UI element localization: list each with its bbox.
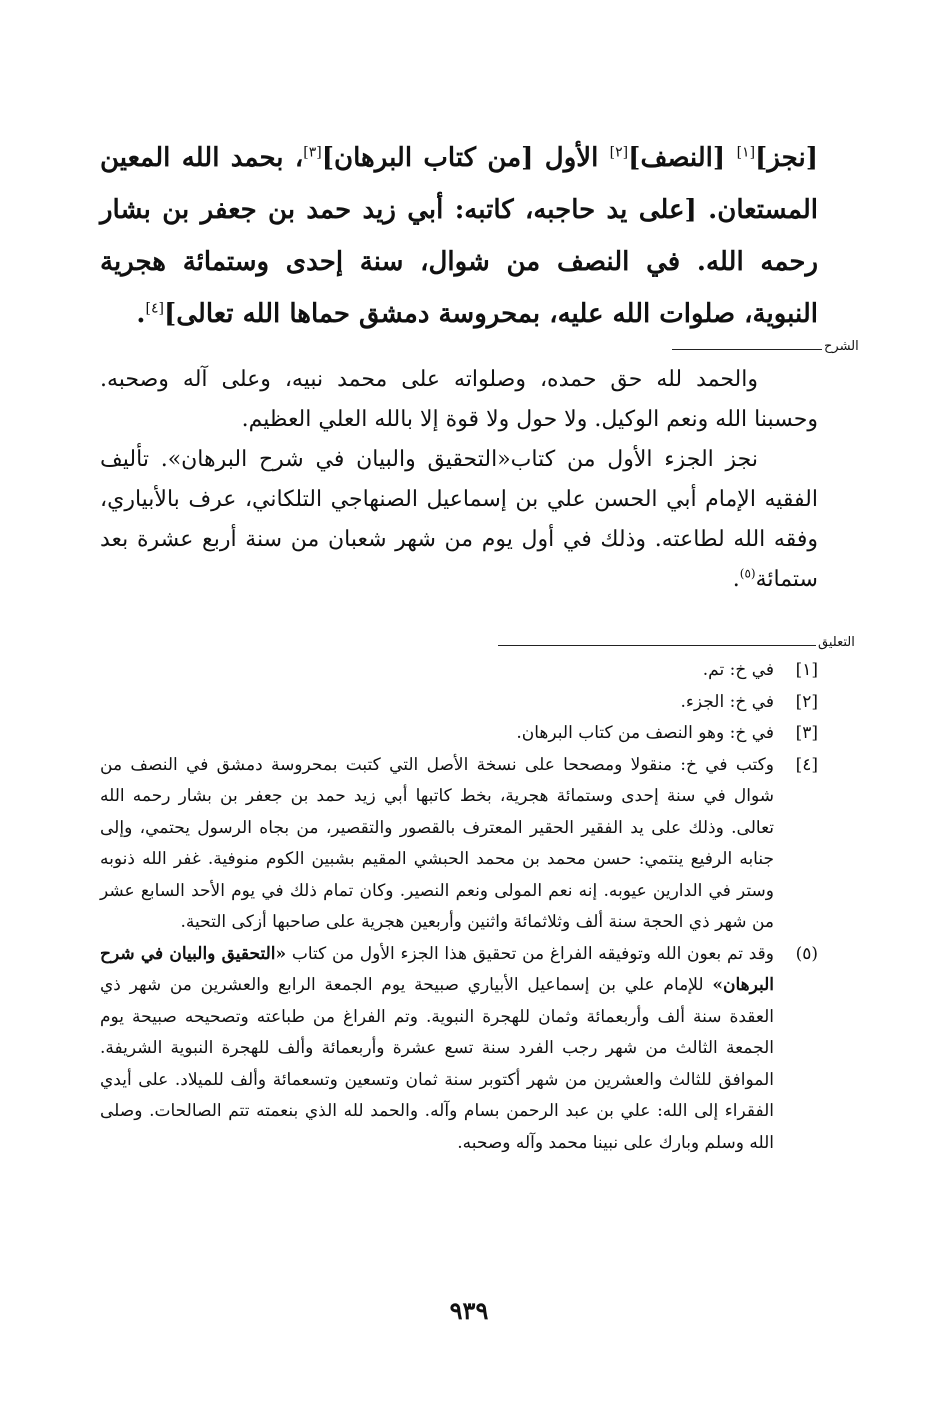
section-label-sharh: الشرح xyxy=(824,339,859,354)
colophon-part: الأول [من كتاب البرهان] xyxy=(321,143,610,173)
book-title: «التحقيق والبيان في شرح البرهان» xyxy=(100,943,774,995)
sharh-paragraph: والحمد لله حق حمده، وصلواته على محمد نبيه، وعلى آله وصحبه. وحسبنا الله ونعم الوكيل. ولا حول ولا قوة إلا بالله العلي العظيم. xyxy=(100,367,818,432)
colophon-text xyxy=(100,132,818,340)
note-number: [٤] xyxy=(795,754,818,775)
note-number: (٥) xyxy=(795,943,818,964)
footnote-ref: (٥) xyxy=(739,566,756,581)
footnote-ref: [٤] xyxy=(145,300,164,317)
colophon-part: [النصف] xyxy=(628,143,737,173)
section-label-taliq: التعليق xyxy=(818,635,855,650)
footnote-ref: [١] xyxy=(736,144,756,161)
sharh-paragraph xyxy=(100,440,818,600)
note-item xyxy=(100,750,818,939)
page-number: ٩٣٩ xyxy=(449,1296,489,1325)
colophon-part: [نجز] xyxy=(755,143,818,173)
note-number: [١] xyxy=(795,660,818,680)
section-rule xyxy=(672,349,822,350)
note-text: وكتب في خ: منقولا ومصححا على نسخة الأصل التي كتبت بمحروسة دمشق في النصف من شوال في سنة إحدى وستمائة هجرية، بخط كاتبها أبي زيد حمد بن جعفر بن بشار رحمه الله تعالى. وذلك على يد الفقير الحقير المعترف بالقصور والتقصير، من بجاه الرسول يحتمي، وإلى جنابه الرفيع ينتمي: حسن محمد بن محمد الحبشي المقيم بشبين الكوم منوفية. غفر الله ذنوبه وستر في الدارين عيوبه. إنه نعم المولى ونعم النصير. وكان تمام ذلك في يوم الأحد السابع عشر من شهر ذي الحجة سنة ألف وثلاثمائة واثنين وأربعين هجرية على صاحبها أزكى التحية. xyxy=(100,754,774,932)
note-text-part: للإمام علي بن إسماعيل الأبياري صبيحة يوم الجمعة الرابع والعشرين من شهر ذي العقدة سنة ألف وأربعمائة وثمان للهجرة النبوية. وتم الفراغ من طباعته وتصحيحه صبيحة يوم الجمعة الثالث من شهر رجب الفرد سنة تسع عشرة وأربعمائة وألف للهجرة النبوية الشريفة. الموافق للثالث والعشرين من شهر أكتوبر سنة ثمان وتسعين وتسعمائة وألف للميلاد. على أيدي الفقراء إلى الله: علي بن عبد الرحمن بسام وآله. والحمد لله الذي بنعمته تتم الصالحات. وصلى الله وسلم وبارك على نبينا محمد وآله وصحبه. xyxy=(100,975,774,1153)
sharh-text xyxy=(100,360,818,600)
sharh-line: نجز الجزء الأول من كتاب«التحقيق والبيان في شرح البرهان». تأليف الفقيه الإمام أبي الحسن علي بن إسماعيل الصنهاجي التلكاني، عرف بالأبياري، وفقه الله لطاعته. وذلك في أول يوم من شهر شعبان من سنة أربع عشرة بعد ستمائة xyxy=(100,447,818,592)
note-number: [٢] xyxy=(795,691,818,712)
note-text-part: وقد تم بعون الله وتوفيقه الفراغ من تحقيق هذا الجزء الأول من كتاب xyxy=(286,943,774,964)
section-rule xyxy=(498,645,816,646)
note-text xyxy=(100,939,774,1160)
sharh-line: . xyxy=(732,567,740,592)
footnote-ref: [٢] xyxy=(609,144,629,161)
note-number: [٣] xyxy=(795,723,818,743)
colophon-part: ، بحمد الله المعين المستعان. [على يد حاجبه، كاتبه: أبي زيد حمد بن جعفر بن بشار رحمه الله. في النصف من شوال، سنة إحدى وستمائة هجرية النبوية، صلوات الله عليه، بمحروسة دمشق حماها الله تعالى] xyxy=(100,143,818,329)
note-item xyxy=(100,939,818,1160)
note-item xyxy=(100,718,818,750)
note-item xyxy=(100,655,818,687)
note-text: في خ: تم. xyxy=(702,660,774,680)
notes-section xyxy=(100,655,818,1159)
note-item xyxy=(100,687,818,719)
note-text: في خ: وهو النصف من كتاب البرهان. xyxy=(516,723,774,743)
colophon-part: . xyxy=(136,299,146,329)
footnote-ref: [٣] xyxy=(303,144,322,161)
note-text: في خ: الجزء. xyxy=(680,691,774,712)
